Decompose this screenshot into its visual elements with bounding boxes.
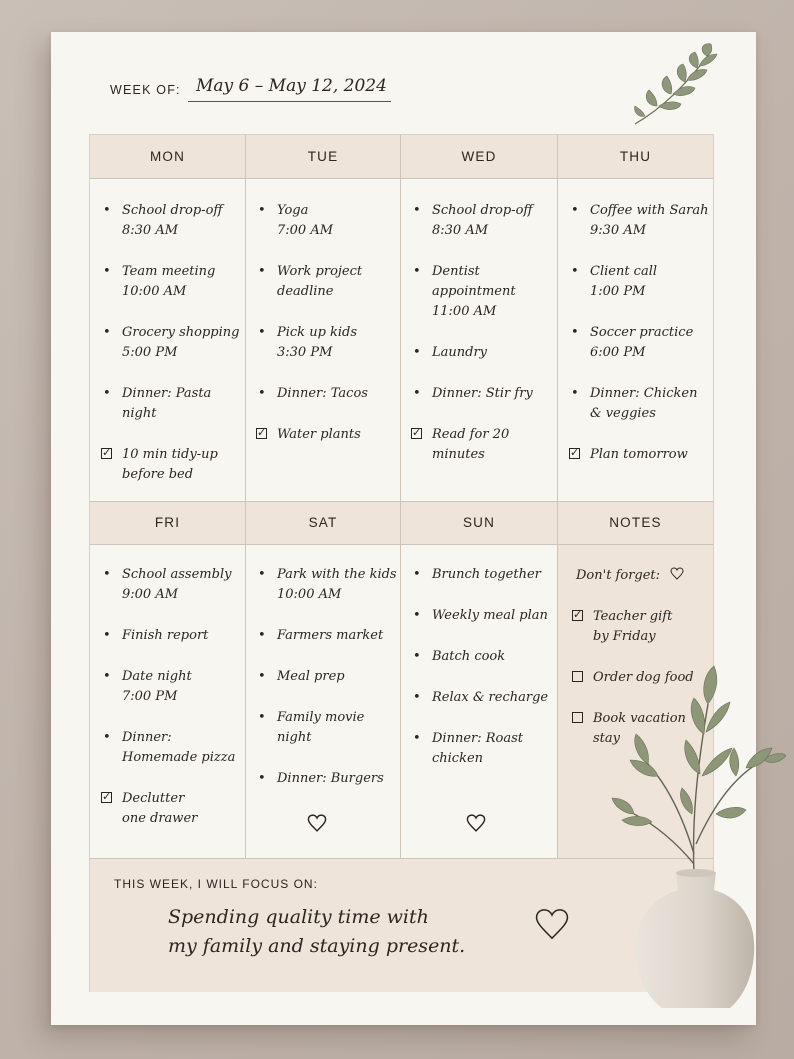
bullet-icon: • <box>103 325 111 340</box>
checklist-item[interactable] <box>258 425 396 445</box>
notes-heading <box>576 567 706 583</box>
checklist-item[interactable] <box>413 425 553 465</box>
heart-icon <box>670 567 684 580</box>
checkbox-checked-icon[interactable]: ✓ <box>573 608 583 621</box>
notes-heading-text: Don't forget: <box>576 568 661 583</box>
day-column-tue <box>258 201 396 466</box>
checkbox-icon[interactable] <box>572 671 583 682</box>
item-text: 9:30 AM <box>590 223 647 238</box>
day-header-tue: TUE <box>246 135 400 178</box>
item-text: before bed <box>122 467 194 482</box>
list-item <box>413 343 553 363</box>
item-text: Farmers market <box>277 628 384 643</box>
item-text: Dinner: Tacos <box>277 386 368 401</box>
item-text: Date night <box>122 669 192 684</box>
week-of-value[interactable]: May 6 – May 12, 2024 <box>188 74 391 102</box>
list-item <box>413 606 553 626</box>
item-text: Dinner: Stir fry <box>432 386 533 401</box>
item-text: Teacher gift <box>593 609 673 624</box>
item-text: Water plants <box>277 427 361 442</box>
bullet-icon: • <box>103 567 111 582</box>
list-item <box>571 384 711 424</box>
item-text: 7:00 AM <box>277 223 334 238</box>
item-text: Order dog food <box>593 670 694 685</box>
item-text: Pick up kids <box>277 325 358 340</box>
item-text: 9:00 AM <box>122 587 179 602</box>
item-text: minutes <box>432 447 485 462</box>
item-text: 6:00 PM <box>590 345 646 360</box>
heart-icon <box>534 907 570 941</box>
list-item <box>258 565 398 605</box>
item-text: Dinner: Pasta <box>122 386 212 401</box>
bullet-icon: • <box>413 649 421 664</box>
list-item <box>413 647 553 667</box>
item-text: deadline <box>277 284 334 299</box>
bullet-icon: • <box>103 669 111 684</box>
day-header-sat: SAT <box>246 501 400 544</box>
checklist-item[interactable] <box>103 445 241 485</box>
item-text: by Friday <box>593 629 656 644</box>
list-item <box>413 729 553 769</box>
item-text: 10:00 AM <box>277 587 342 602</box>
item-text: Work project <box>277 264 363 279</box>
focus-text[interactable] <box>168 903 465 961</box>
item-text: Laundry <box>432 345 488 360</box>
bullet-icon: • <box>413 386 421 401</box>
bullet-icon: • <box>103 730 111 745</box>
bullet-icon: • <box>258 710 266 725</box>
item-text: Yoga <box>277 203 309 218</box>
bullet-icon: • <box>571 386 579 401</box>
day-header-sun: SUN <box>401 501 557 544</box>
item-text: Family movie <box>277 710 365 725</box>
list-item <box>103 565 241 605</box>
checklist-item[interactable] <box>574 607 708 647</box>
item-text: Park with the kids <box>277 567 397 582</box>
checkbox-checked-icon[interactable]: ✓ <box>412 426 422 439</box>
heart-icon <box>307 813 327 833</box>
checkbox-checked-icon[interactable]: ✓ <box>570 446 580 459</box>
bullet-icon: • <box>258 325 266 340</box>
bullet-icon: • <box>258 771 266 786</box>
bullet-icon: • <box>103 386 111 401</box>
list-item <box>571 323 711 363</box>
item-text: Client call <box>590 264 658 279</box>
item-text: 11:00 AM <box>432 304 497 319</box>
item-text: School drop-off <box>122 203 223 218</box>
item-text: Meal prep <box>277 669 345 684</box>
checklist-item[interactable] <box>571 445 711 465</box>
day-column-mon <box>103 201 241 506</box>
bullet-icon: • <box>103 264 111 279</box>
leaf-sprig-icon <box>629 40 719 130</box>
bullet-icon: • <box>413 731 421 746</box>
item-text: appointment <box>432 284 516 299</box>
item-text: Declutter <box>122 791 185 806</box>
list-item <box>258 667 398 687</box>
bullet-icon: • <box>258 669 266 684</box>
item-text: night <box>277 730 312 745</box>
item-text: 8:30 AM <box>432 223 489 238</box>
item-text: Book vacation <box>593 711 686 726</box>
checkbox-checked-icon[interactable]: ✓ <box>102 446 112 459</box>
checkbox-checked-icon[interactable]: ✓ <box>257 426 267 439</box>
list-item <box>258 201 396 241</box>
day-header-mon: MON <box>90 135 245 178</box>
focus-line: my family and staying present. <box>168 935 466 957</box>
list-item <box>258 384 396 404</box>
list-item <box>571 201 711 241</box>
checklist-item[interactable] <box>103 789 241 829</box>
bullet-icon: • <box>413 203 421 218</box>
item-text: Finish report <box>122 628 209 643</box>
day-column-sat <box>258 565 398 810</box>
item-text: Dinner: Roast <box>432 731 524 746</box>
list-item <box>103 667 241 707</box>
bullet-icon: • <box>413 567 421 582</box>
day-column-sun <box>413 565 553 790</box>
day-header-thu: THU <box>558 135 713 178</box>
list-item <box>103 323 241 363</box>
item-text: 10:00 AM <box>122 284 187 299</box>
bullet-icon: • <box>258 264 266 279</box>
list-item <box>258 708 398 748</box>
bullet-icon: • <box>103 203 111 218</box>
item-text: chicken <box>432 751 484 766</box>
list-item <box>258 626 398 646</box>
bullet-icon: • <box>258 203 266 218</box>
list-item <box>103 201 241 241</box>
focus-label: THIS WEEK, I WILL FOCUS ON: <box>114 877 318 891</box>
bullet-icon: • <box>571 203 579 218</box>
list-item <box>103 384 241 424</box>
focus-line: Spending quality time with <box>168 906 429 928</box>
list-item <box>258 769 398 789</box>
item-text: School assembly <box>122 567 232 582</box>
heart-icon <box>466 813 486 833</box>
list-item <box>103 728 241 768</box>
item-text: & veggies <box>590 406 656 421</box>
bullet-icon: • <box>413 608 421 623</box>
bullet-icon: • <box>258 628 266 643</box>
item-text: 5:00 PM <box>122 345 178 360</box>
item-text: Brunch together <box>432 567 541 582</box>
list-item <box>413 262 553 322</box>
item-text: Plan tomorrow <box>590 447 688 462</box>
list-item <box>103 626 241 646</box>
day-header-fri: FRI <box>90 501 245 544</box>
item-text: Dinner: Chicken <box>590 386 698 401</box>
item-text: Batch cook <box>432 649 506 664</box>
bullet-icon: • <box>571 264 579 279</box>
bullet-icon: • <box>103 628 111 643</box>
item-text: 3:30 PM <box>277 345 333 360</box>
bullet-icon: • <box>571 325 579 340</box>
notes-header: NOTES <box>558 501 713 544</box>
item-text: 8:30 AM <box>122 223 179 238</box>
list-item <box>258 323 396 363</box>
item-text: Coffee with Sarah <box>590 203 709 218</box>
list-item <box>258 262 396 302</box>
item-text: 1:00 PM <box>590 284 646 299</box>
item-text: 10 min tidy-up <box>122 447 218 462</box>
item-text: Dentist <box>432 264 480 279</box>
week-of-label: WEEK OF: <box>110 83 181 97</box>
item-text: night <box>122 406 157 421</box>
item-text: Homemade pizza <box>122 750 236 765</box>
day-header-wed: WED <box>401 135 557 178</box>
bullet-icon: • <box>258 567 266 582</box>
item-text: Grocery shopping <box>122 325 240 340</box>
item-text: stay <box>593 731 620 746</box>
item-text: 7:00 PM <box>122 689 178 704</box>
day-column-wed <box>413 201 553 486</box>
vase-plant-illustration <box>596 664 786 1016</box>
list-item <box>413 384 553 404</box>
item-text: Relax & recharge <box>432 690 549 705</box>
item-text: one drawer <box>122 811 198 826</box>
day-column-thu <box>571 201 711 486</box>
item-text: Soccer practice <box>590 325 694 340</box>
day-column-fri <box>103 565 241 850</box>
checkbox-checked-icon[interactable]: ✓ <box>102 790 112 803</box>
item-text: Team meeting <box>122 264 216 279</box>
bullet-icon: • <box>413 345 421 360</box>
bullet-icon: • <box>413 264 421 279</box>
list-item <box>103 262 241 302</box>
list-item <box>413 565 553 585</box>
item-text: School drop-off <box>432 203 533 218</box>
bullet-icon: • <box>413 690 421 705</box>
item-text: Dinner: Burgers <box>277 771 384 786</box>
list-item <box>413 688 553 708</box>
item-text: Dinner: <box>122 730 172 745</box>
item-text: Weekly meal plan <box>432 608 548 623</box>
list-item <box>413 201 553 241</box>
bullet-icon: • <box>258 386 266 401</box>
list-item <box>571 262 711 302</box>
checkbox-icon[interactable] <box>572 712 583 723</box>
item-text: Read for 20 <box>432 427 510 442</box>
